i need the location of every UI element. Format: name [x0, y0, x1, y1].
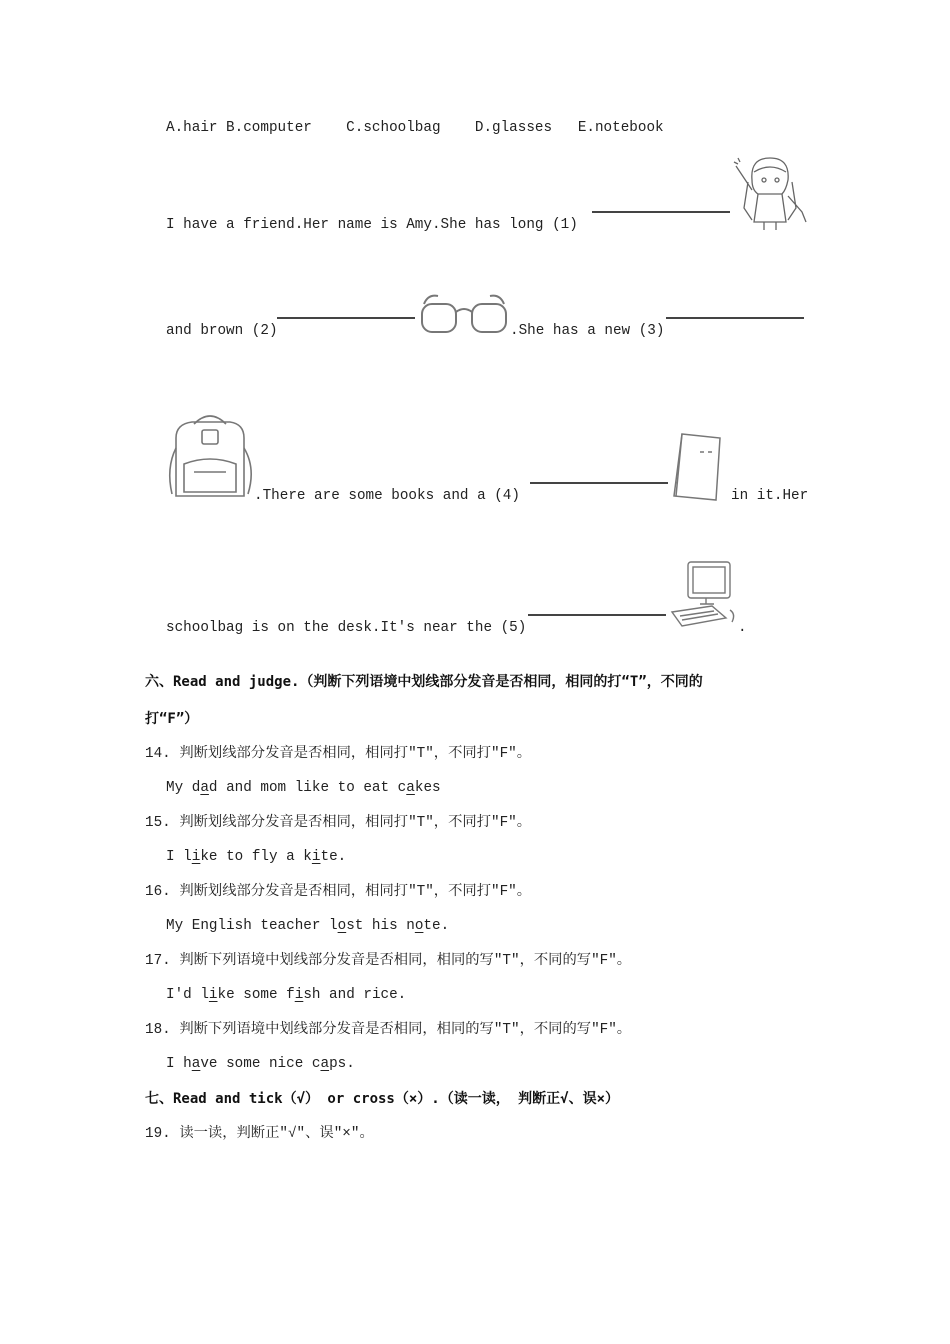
computer-picture: [668, 558, 740, 630]
blank-3[interactable]: [666, 317, 804, 319]
sentence-text: ke some f: [217, 987, 295, 1003]
question-sentence: [166, 916, 449, 936]
section-6-title: 六、Read and judge.（判断下列语境中划线部分发音是否相同，相同的打“T”，不同的: [145, 674, 703, 690]
blank-5[interactable]: [528, 614, 666, 616]
underlined-letter: o: [337, 918, 347, 934]
underlined-letter: a: [406, 780, 415, 796]
blank-2[interactable]: [277, 317, 415, 319]
sentence-text: ve some nice c: [200, 1056, 321, 1072]
passage-line-4b: .: [738, 620, 747, 636]
underlined-letter: i: [311, 849, 321, 865]
sentence-text: st his n: [346, 918, 415, 934]
question-sentence: [166, 985, 406, 1005]
passage-line-2b: .She has a new (3): [510, 323, 665, 339]
question-prompt: 15. 判断划线部分发音是否相同，相同打"T"，不同打"F"。: [145, 815, 532, 831]
passage-line-2a: and brown (2): [166, 323, 278, 339]
blank-4[interactable]: [530, 482, 668, 484]
question-prompt: 14. 判断划线部分发音是否相同，相同打"T"，不同打"F"。: [145, 746, 532, 762]
question-sentence: [166, 847, 346, 867]
sentence-text: ps.: [329, 1056, 355, 1072]
sentence-text: te.: [320, 849, 347, 865]
girl-hair-picture: [730, 150, 808, 232]
question-prompt: 16. 判断划线部分发音是否相同，相同打"T"，不同打"F"。: [145, 884, 532, 900]
passage-line-3b: in it.Her: [731, 488, 809, 504]
sentence-text: d and mom like to eat c: [208, 780, 407, 796]
blank-1[interactable]: [592, 211, 730, 213]
sentence-text: My d: [166, 780, 201, 796]
section-7-title: 七、Read and tick（√） or cross（×）.（读一读， 判断正√、误×）: [145, 1091, 620, 1107]
underlined-letter: o: [414, 918, 424, 934]
question-prompt: 17. 判断下列语境中划线部分发音是否相同，相同的写"T"，不同的写"F"。: [145, 953, 632, 969]
question-prompt: 18. 判断下列语境中划线部分发音是否相同，相同的写"T"，不同的写"F"。: [145, 1022, 632, 1038]
underlined-letter: a: [191, 1056, 201, 1072]
question-19-prompt: 19. 读一读，判断正"√"、误"×"。: [145, 1126, 374, 1142]
section-6-title-cont: 打“F”）: [145, 711, 199, 727]
schoolbag-picture: [164, 408, 256, 502]
passage-line-4a: schoolbag is on the desk.It's near the (5): [166, 620, 527, 636]
sentence-text: I'd l: [166, 987, 209, 1003]
sentence-text: sh and rice.: [303, 987, 407, 1003]
passage-line-3a: .There are some books and a (4): [254, 488, 520, 504]
sentence-text: te.: [423, 918, 450, 934]
sentence-text: My English teacher l: [166, 918, 338, 934]
sentence-text: I h: [166, 1056, 192, 1072]
underlined-letter: i: [294, 987, 304, 1003]
question-sentence: [166, 1054, 355, 1074]
underlined-letter: i: [208, 987, 218, 1003]
notebook-picture: [670, 430, 724, 502]
glasses-picture: [418, 290, 510, 338]
sentence-text: ke to fly a k: [200, 849, 312, 865]
underlined-letter: a: [320, 1056, 330, 1072]
sentence-text: I l: [166, 849, 192, 865]
passage-line-1: I have a friend.Her name is Amy.She has long (1): [166, 217, 578, 233]
question-sentence: [166, 778, 441, 798]
sentence-text: kes: [414, 780, 441, 796]
underlined-letter: a: [200, 780, 209, 796]
underlined-letter: i: [191, 849, 201, 865]
answer-options: A.hair B.computer C.schoolbag D.glasses E.notebook: [166, 120, 664, 136]
